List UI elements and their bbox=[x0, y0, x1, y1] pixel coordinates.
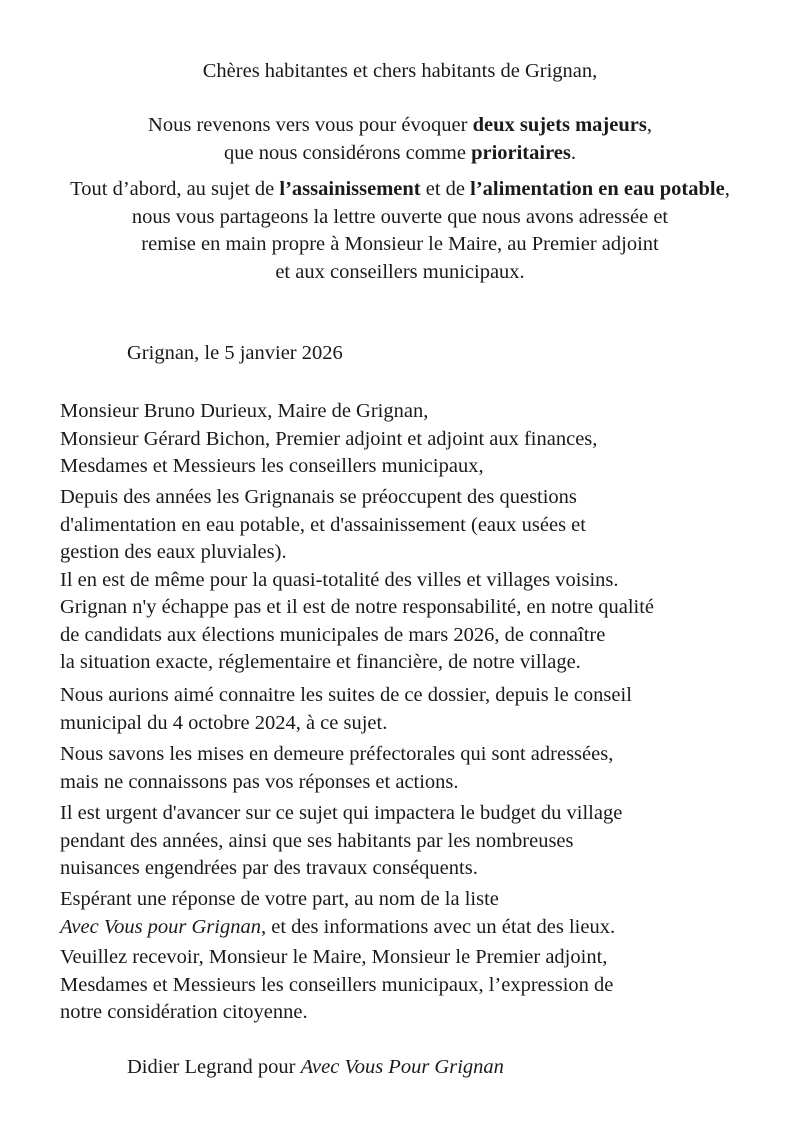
paragraph-line: municipal du 4 octobre 2024, à ce sujet. bbox=[60, 711, 388, 734]
paragraph-line: Nous savons les mises en demeure préfectorales qui sont adressées, bbox=[60, 743, 614, 765]
paragraph-text: , et des informations avec un état des lieux. bbox=[261, 915, 616, 938]
paragraph-line: Espérant une réponse de votre part, au nom de la liste bbox=[60, 888, 499, 910]
signature bbox=[127, 1054, 504, 1082]
paragraph-1 bbox=[60, 484, 619, 594]
paragraph-line: Mesdames et Messieurs les conseillers municipaux, l’expression de bbox=[60, 973, 614, 996]
paragraph-line: Il est urgent d'avancer sur ce sujet qui impactera le budget du village bbox=[60, 802, 623, 824]
context-line-3: remise en main propre à Monsieur le Maire, au Premier adjoint bbox=[141, 233, 659, 255]
intro-emphasis: deux sujets majeurs bbox=[472, 114, 647, 136]
paragraph-line: gestion des eaux pluviales). bbox=[60, 541, 287, 563]
date-text: Grignan, le 5 janvier 2026 bbox=[127, 342, 343, 364]
paragraph-line: la situation exacte, réglementaire et financière, de notre village. bbox=[60, 651, 581, 673]
context-line-4: et aux conseillers municipaux. bbox=[275, 260, 525, 283]
intro-line-1 bbox=[0, 112, 800, 140]
signer-name: Didier Legrand pour bbox=[127, 1056, 301, 1078]
paragraph-line: mais ne connaissons pas vos réponses et actions. bbox=[60, 770, 459, 793]
recipient-line: Monsieur Gérard Bichon, Premier adjoint et adjoint aux finances, bbox=[60, 427, 598, 450]
intro-emphasis: prioritaires bbox=[471, 141, 571, 164]
signature-line bbox=[127, 1054, 504, 1082]
greeting bbox=[0, 58, 800, 86]
paragraph-line: notre considération citoyenne. bbox=[60, 1001, 308, 1023]
paragraph-3 bbox=[60, 682, 632, 737]
date-line bbox=[127, 340, 343, 368]
context-punct: , bbox=[724, 178, 730, 200]
recipients bbox=[60, 398, 597, 481]
paragraph-line: Depuis des années les Grignanais se préoccupent des questions bbox=[60, 486, 577, 508]
paragraph-5 bbox=[60, 800, 622, 883]
paragraph-7 bbox=[60, 944, 613, 1027]
paragraph-4 bbox=[60, 741, 613, 796]
paragraph-6 bbox=[60, 886, 615, 941]
paragraph-line: de candidats aux élections municipales de mars 2026, de connaître bbox=[60, 623, 606, 646]
context-text: et de bbox=[420, 178, 471, 200]
recipient-line: Mesdames et Messieurs les conseillers municipaux, bbox=[60, 455, 484, 477]
intro-punct: . bbox=[570, 141, 577, 164]
paragraph-line bbox=[60, 914, 615, 942]
intro-punct: , bbox=[646, 114, 652, 136]
context-text: Tout d’abord, au sujet de bbox=[70, 178, 280, 200]
intro-text: Nous revenons vers vous pour évoquer bbox=[148, 114, 473, 136]
context bbox=[0, 176, 800, 286]
paragraph-2 bbox=[60, 594, 654, 677]
context-line-1 bbox=[0, 176, 800, 204]
greeting-text: Chères habitantes et chers habitants de Grignan, bbox=[202, 60, 598, 82]
paragraph-line: Grignan n'y échappe pas et il est de notre responsabilité, en notre qualité bbox=[60, 596, 655, 618]
intro-text: que nous considérons comme bbox=[223, 141, 472, 164]
paragraph-line: Nous aurions aimé connaitre les suites de ce dossier, depuis le conseil bbox=[60, 684, 632, 706]
paragraph-line: pendant des années, ainsi que ses habitants par les nombreuses bbox=[60, 829, 574, 852]
paragraph-line: d'alimentation en eau potable, et d'assainissement (eaux usées et bbox=[60, 513, 586, 536]
paragraph-line: Veuillez recevoir, Monsieur le Maire, Monsieur le Premier adjoint, bbox=[60, 946, 608, 968]
signature-list-name: Avec Vous Pour Grignan bbox=[300, 1056, 504, 1078]
context-emphasis: l’alimentation en eau potable bbox=[470, 178, 725, 200]
intro-line-2 bbox=[0, 140, 800, 168]
context-emphasis: l’assainissement bbox=[279, 178, 421, 200]
paragraph-line: Il en est de même pour la quasi-totalité des villes et villages voisins. bbox=[60, 568, 619, 591]
recipient-line: Monsieur Bruno Durieux, Maire de Grignan, bbox=[60, 400, 429, 422]
intro bbox=[0, 112, 800, 167]
list-name: Avec Vous pour Grignan bbox=[60, 915, 261, 938]
context-line-2: nous vous partageons la lettre ouverte que nous avons adressée et bbox=[131, 205, 669, 228]
paragraph-line: nuisances engendrées par des travaux conséquents. bbox=[60, 857, 478, 879]
